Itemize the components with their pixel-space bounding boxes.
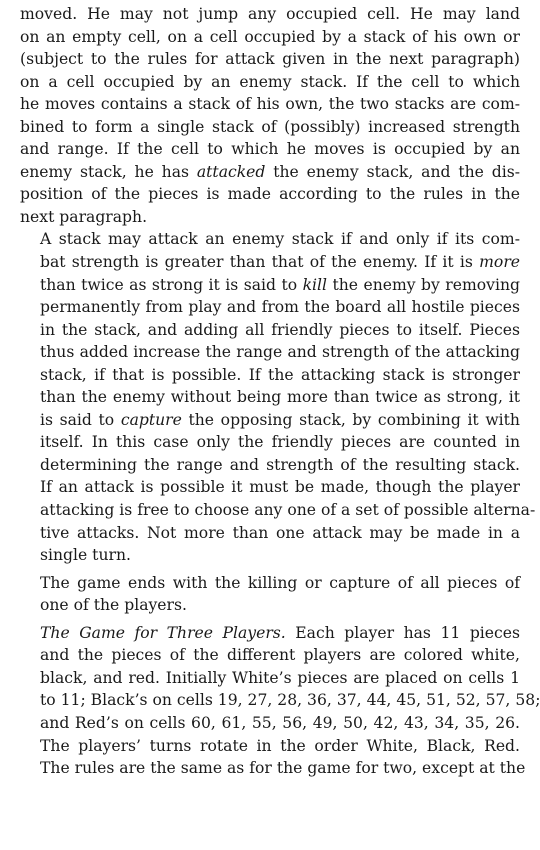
document-page <box>20 3 540 780</box>
body-text: bat strength is greater than that of the enemy. If it is <box>40 253 480 272</box>
body-text: black, and red. Initially White’s pieces are placed on cells 1 <box>40 668 520 687</box>
body-text: Each player has 11 pieces <box>285 623 520 642</box>
emphasis-text: attacked <box>196 162 266 181</box>
text-line <box>20 454 520 477</box>
text-line <box>20 689 540 712</box>
emphasis-text: kill <box>302 275 327 294</box>
text-line <box>20 386 520 409</box>
body-text: next paragraph. <box>20 207 148 226</box>
emphasis-text: more <box>479 253 520 272</box>
body-text: and the pieces of the different players are colored white, <box>40 646 520 665</box>
text-line <box>20 757 526 780</box>
paragraph-attack-rules <box>20 228 536 566</box>
text-line <box>20 206 520 229</box>
text-line <box>20 3 520 26</box>
text-line <box>20 26 520 49</box>
text-line <box>20 644 520 667</box>
body-text: position of the pieces is made according to the rules in the <box>20 185 520 204</box>
text-line <box>20 522 520 545</box>
text-line <box>20 622 520 645</box>
text-line <box>20 116 520 139</box>
body-text: and Red’s on cells 60, 61, 55, 56, 49, 50, 42, 43, 34, 35, 26. <box>40 713 520 732</box>
body-text: he moves contains a stack of his own, the two stacks are com- <box>20 95 520 114</box>
body-text: on an empty cell, on a cell occupied by a stack of his own or <box>20 27 520 46</box>
text-line <box>20 712 520 735</box>
body-text: and range. If the cell to which he moves is occupied by an <box>20 140 520 159</box>
text-line <box>20 594 520 617</box>
body-text: thus added increase the range and strength of the attacking <box>40 343 520 362</box>
text-line <box>20 735 520 758</box>
body-text: stack, if that is possible. If the attacking stack is stronger <box>40 365 520 384</box>
body-text: permanently from play and from the board all hostile pieces <box>40 298 520 317</box>
text-line <box>20 138 520 161</box>
paragraph-three-players <box>20 622 540 780</box>
body-text: enemy stack, he has <box>20 162 197 181</box>
body-text: The rules are the same as for the game for two, except at the <box>40 759 526 778</box>
text-line <box>20 251 520 274</box>
text-line <box>20 341 520 364</box>
body-text: than the enemy without being more than twice as strong, it <box>40 388 520 407</box>
paragraph-movement-rules <box>20 3 520 228</box>
emphasis-text: capture <box>120 410 182 429</box>
body-text: tive attacks. Not more than one attack may be made in a <box>40 523 520 542</box>
body-text: the enemy stack, and the dis- <box>265 162 520 181</box>
text-line <box>20 409 520 432</box>
body-text: A stack may attack an enemy stack if and only if its com- <box>40 230 520 249</box>
body-text: The players’ turns rotate in the order White, Black, Red. <box>40 736 520 755</box>
paragraph-game-end <box>20 572 520 617</box>
text-line <box>20 572 520 595</box>
body-text: to 11; Black’s on cells 19, 27, 28, 36, 37, 44, 45, 51, 52, 57, 58; <box>40 691 540 710</box>
body-text: is said to <box>40 410 121 429</box>
text-line <box>20 476 520 499</box>
body-text: attacking is free to choose any one of a set of possible alterna- <box>40 501 536 520</box>
text-line <box>20 48 520 71</box>
text-line <box>20 161 520 184</box>
text-line <box>20 667 520 690</box>
text-line <box>20 93 520 116</box>
body-text: single turn. <box>40 546 131 565</box>
body-text: If an attack is possible it must be made, though the player <box>40 478 520 497</box>
text-line <box>20 544 520 567</box>
body-text: determining the range and strength of the resulting stack. <box>40 455 520 474</box>
text-line <box>20 274 520 297</box>
body-text: in the stack, and adding all friendly pieces to itself. Pieces <box>40 320 520 339</box>
body-text: the enemy by removing <box>327 275 520 294</box>
text-line <box>20 499 536 522</box>
text-line <box>20 183 520 206</box>
body-text: on a cell occupied by an enemy stack. If the cell to which <box>20 72 520 91</box>
text-line <box>20 319 520 342</box>
body-text: than twice as strong it is said to <box>40 275 303 294</box>
body-text: the opposing stack, by combining it with <box>181 410 520 429</box>
body-text: moved. He may not jump any occupied cell. He may land <box>20 5 520 23</box>
text-line <box>20 364 520 387</box>
body-text: one of the players. <box>40 596 187 615</box>
emphasis-text: The Game for Three Players. <box>40 623 286 642</box>
body-text: itself. In this case only the friendly pieces are counted in <box>40 433 520 452</box>
body-text: bined to form a single stack of (possibly) increased strength <box>20 117 520 136</box>
text-line <box>20 228 520 251</box>
text-line <box>20 71 520 94</box>
text-line <box>20 296 520 319</box>
body-text: The game ends with the killing or capture of all pieces of <box>40 573 520 592</box>
body-text: (subject to the rules for attack given in the next paragraph) <box>20 50 520 69</box>
text-line <box>20 431 520 454</box>
